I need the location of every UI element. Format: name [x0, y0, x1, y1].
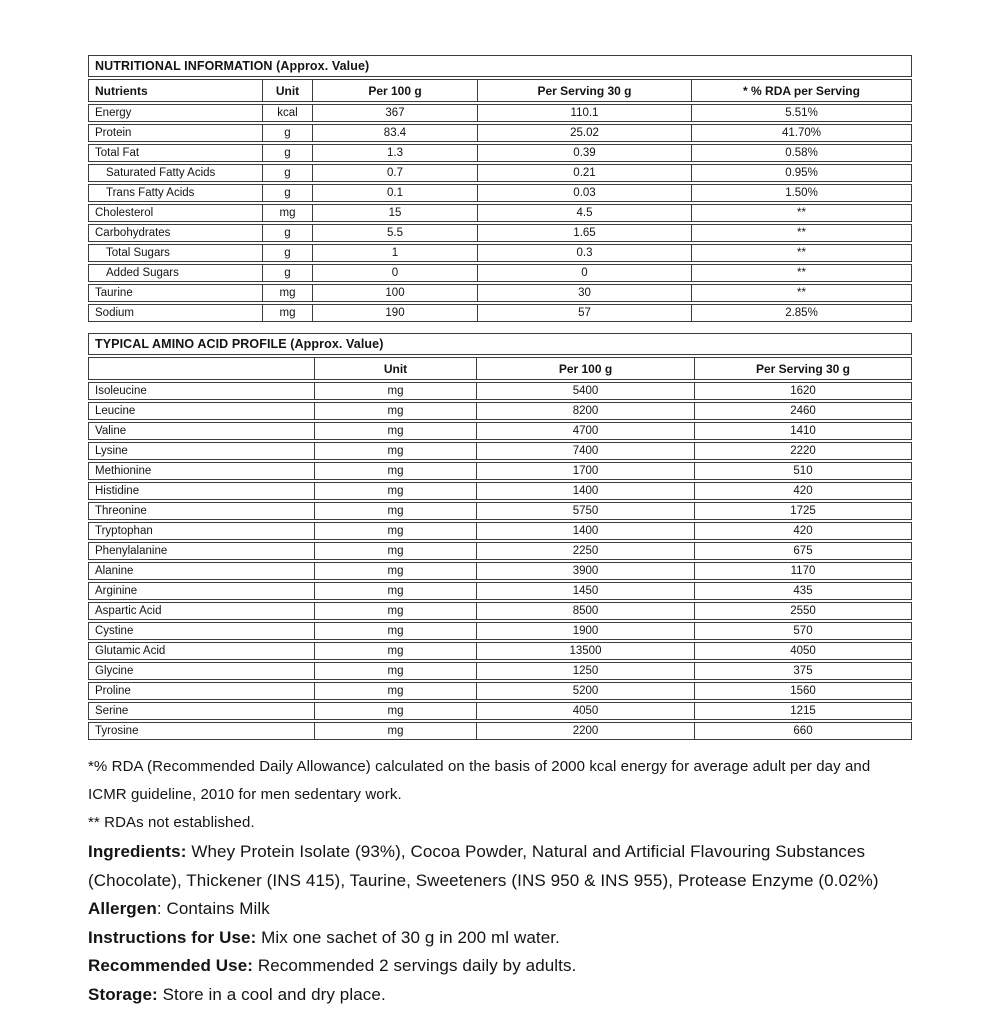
per-serving-cell: 0 — [478, 264, 692, 282]
info-line — [88, 952, 912, 981]
per-serving-cell: 420 — [695, 522, 912, 540]
nutrition-table-header — [88, 79, 912, 102]
unit-cell: g — [263, 164, 313, 182]
table-row — [88, 682, 912, 700]
table-row — [88, 224, 912, 242]
unit-cell: mg — [315, 382, 477, 400]
rda-percent-cell: ** — [692, 264, 912, 282]
unit-cell: g — [263, 244, 313, 262]
info-line-label: Ingredients: — [88, 842, 187, 861]
info-line-text: Store in a cool and dry place. — [158, 985, 386, 1004]
info-line-label: Storage: — [88, 985, 158, 1004]
unit-cell: mg — [263, 204, 313, 222]
rda-percent-cell: 0.58% — [692, 144, 912, 162]
per-serving-cell: 1.65 — [478, 224, 692, 242]
rda-percent-cell: ** — [692, 244, 912, 262]
footnote: *% RDA (Recommended Daily Allowance) calculated on the basis of 2000 kcal energy for average adult per day and ICMR guideline, 2010 for men sedentary work. — [88, 753, 912, 809]
unit-cell: kcal — [263, 104, 313, 122]
per-serving-cell: 660 — [695, 722, 912, 740]
nutrition-table-title: NUTRITIONAL INFORMATION (Approx. Value) — [88, 55, 912, 77]
table-row — [88, 184, 912, 202]
per-serving-cell: 2460 — [695, 402, 912, 420]
table-row — [88, 204, 912, 222]
info-line-label: Allergen — [88, 899, 157, 918]
per-100g-cell: 5400 — [477, 382, 695, 400]
per-100g-cell: 190 — [313, 304, 478, 322]
table-row — [88, 622, 912, 640]
unit-cell: mg — [315, 522, 477, 540]
amino-acid-name-cell: Lysine — [88, 442, 315, 460]
per-100g-cell: 15 — [313, 204, 478, 222]
per-serving-cell: 1170 — [695, 562, 912, 580]
amino-table-header — [88, 357, 912, 380]
per-100g-cell: 3900 — [477, 562, 695, 580]
table-row — [88, 462, 912, 480]
column-header: * % RDA per Serving — [692, 79, 912, 102]
per-100g-cell: 1900 — [477, 622, 695, 640]
per-serving-cell: 510 — [695, 462, 912, 480]
unit-cell: mg — [315, 602, 477, 620]
amino-acid-name-cell: Leucine — [88, 402, 315, 420]
info-line-label: Recommended Use: — [88, 956, 253, 975]
info-line-label: Instructions for Use: — [88, 928, 256, 947]
per-100g-cell: 0 — [313, 264, 478, 282]
rda-percent-cell: 5.51% — [692, 104, 912, 122]
info-line — [88, 838, 912, 895]
per-serving-cell: 675 — [695, 542, 912, 560]
unit-cell: mg — [315, 642, 477, 660]
rda-percent-cell: 2.85% — [692, 304, 912, 322]
table-row — [88, 284, 912, 302]
per-serving-cell: 1410 — [695, 422, 912, 440]
amino-acid-name-cell: Histidine — [88, 482, 315, 500]
amino-acid-table — [88, 355, 912, 742]
per-100g-cell: 0.7 — [313, 164, 478, 182]
amino-table-title: TYPICAL AMINO ACID PROFILE (Approx. Value) — [88, 333, 912, 355]
unit-cell: g — [263, 224, 313, 242]
unit-cell: mg — [315, 582, 477, 600]
table-row — [88, 124, 912, 142]
amino-acid-name-cell: Phenylalanine — [88, 542, 315, 560]
footnote: ** RDAs not established. — [88, 809, 912, 837]
table-row — [88, 642, 912, 660]
per-100g-cell: 1700 — [477, 462, 695, 480]
nutrition-table — [88, 77, 912, 324]
table-row — [88, 264, 912, 282]
unit-cell: mg — [315, 682, 477, 700]
nutrient-name-cell: Trans Fatty Acids — [88, 184, 263, 202]
unit-cell: mg — [315, 722, 477, 740]
nutrient-name-cell: Carbohydrates — [88, 224, 263, 242]
amino-acid-name-cell: Proline — [88, 682, 315, 700]
per-100g-cell: 4700 — [477, 422, 695, 440]
per-100g-cell: 8500 — [477, 602, 695, 620]
nutrient-name-cell: Total Sugars — [88, 244, 263, 262]
info-line-text: : Contains Milk — [157, 899, 270, 918]
column-header: Per Serving 30 g — [478, 79, 692, 102]
per-serving-cell: 570 — [695, 622, 912, 640]
info-line-text: Whey Protein Isolate (93%), Cocoa Powder, Natural and Artificial Flavouring Substances (Chocolate), Thickener (INS 415), Taurine, Sweeteners (INS 950 & INS 955), Protease Enzyme (0.02%) — [88, 842, 879, 890]
amino-acid-name-cell: Serine — [88, 702, 315, 720]
table-row — [88, 542, 912, 560]
amino-acid-name-cell: Cystine — [88, 622, 315, 640]
unit-cell: mg — [315, 562, 477, 580]
per-100g-cell: 5200 — [477, 682, 695, 700]
nutrient-name-cell: Protein — [88, 124, 263, 142]
column-header: Unit — [315, 357, 477, 380]
nutrient-name-cell: Saturated Fatty Acids — [88, 164, 263, 182]
per-100g-cell: 1450 — [477, 582, 695, 600]
nutrient-name-cell: Taurine — [88, 284, 263, 302]
per-100g-cell: 100 — [313, 284, 478, 302]
info-line — [88, 895, 912, 924]
amino-acid-name-cell: Threonine — [88, 502, 315, 520]
column-header: Per 100 g — [313, 79, 478, 102]
nutrient-name-cell: Energy — [88, 104, 263, 122]
column-header: Per 100 g — [477, 357, 695, 380]
per-serving-cell: 2550 — [695, 602, 912, 620]
per-100g-cell: 4050 — [477, 702, 695, 720]
per-100g-cell: 13500 — [477, 642, 695, 660]
per-100g-cell: 1.3 — [313, 144, 478, 162]
per-serving-cell: 1620 — [695, 382, 912, 400]
per-100g-cell: 367 — [313, 104, 478, 122]
column-header: Per Serving 30 g — [695, 357, 912, 380]
info-line-text: Mix one sachet of 30 g in 200 ml water. — [256, 928, 560, 947]
column-header — [88, 357, 315, 380]
table-row — [88, 442, 912, 460]
table-row — [88, 244, 912, 262]
rda-percent-cell: ** — [692, 204, 912, 222]
unit-cell: mg — [315, 422, 477, 440]
nutrient-name-cell: Cholesterol — [88, 204, 263, 222]
unit-cell: mg — [263, 284, 313, 302]
per-serving-cell: 0.39 — [478, 144, 692, 162]
header-row — [88, 357, 912, 380]
per-serving-cell: 57 — [478, 304, 692, 322]
nutrient-name-cell: Sodium — [88, 304, 263, 322]
unit-cell: g — [263, 264, 313, 282]
unit-cell: g — [263, 184, 313, 202]
rda-percent-cell: 41.70% — [692, 124, 912, 142]
nutrition-label — [88, 55, 912, 1009]
table-row — [88, 144, 912, 162]
amino-acid-name-cell: Arginine — [88, 582, 315, 600]
per-serving-cell: 0.21 — [478, 164, 692, 182]
per-100g-cell: 1400 — [477, 482, 695, 500]
unit-cell: mg — [315, 702, 477, 720]
unit-cell: mg — [315, 402, 477, 420]
nutritional-information-section — [88, 55, 912, 324]
amino-acid-name-cell: Glycine — [88, 662, 315, 680]
column-header: Nutrients — [88, 79, 263, 102]
per-100g-cell: 5750 — [477, 502, 695, 520]
per-100g-cell: 2250 — [477, 542, 695, 560]
per-100g-cell: 7400 — [477, 442, 695, 460]
table-row — [88, 382, 912, 400]
unit-cell: mg — [315, 482, 477, 500]
per-serving-cell: 1725 — [695, 502, 912, 520]
amino-acid-name-cell: Valine — [88, 422, 315, 440]
table-row — [88, 562, 912, 580]
header-row — [88, 79, 912, 102]
per-100g-cell: 1400 — [477, 522, 695, 540]
amino-acid-name-cell: Alanine — [88, 562, 315, 580]
per-100g-cell: 83.4 — [313, 124, 478, 142]
table-row — [88, 104, 912, 122]
amino-acid-name-cell: Isoleucine — [88, 382, 315, 400]
per-100g-cell: 1 — [313, 244, 478, 262]
info-line-text: Recommended 2 servings daily by adults. — [253, 956, 576, 975]
product-info-lines — [88, 838, 912, 1009]
per-serving-cell: 25.02 — [478, 124, 692, 142]
column-header: Unit — [263, 79, 313, 102]
unit-cell: mg — [315, 662, 477, 680]
per-100g-cell: 0.1 — [313, 184, 478, 202]
per-serving-cell: 1215 — [695, 702, 912, 720]
table-row — [88, 582, 912, 600]
per-serving-cell: 4050 — [695, 642, 912, 660]
unit-cell: mg — [315, 442, 477, 460]
per-100g-cell: 2200 — [477, 722, 695, 740]
per-serving-cell: 110.1 — [478, 104, 692, 122]
per-serving-cell: 420 — [695, 482, 912, 500]
per-100g-cell: 5.5 — [313, 224, 478, 242]
table-row — [88, 722, 912, 740]
per-100g-cell: 8200 — [477, 402, 695, 420]
per-serving-cell: 0.03 — [478, 184, 692, 202]
nutrition-table-body — [88, 104, 912, 322]
per-serving-cell: 30 — [478, 284, 692, 302]
unit-cell: g — [263, 124, 313, 142]
amino-acid-name-cell: Tryptophan — [88, 522, 315, 540]
table-row — [88, 402, 912, 420]
per-serving-cell: 4.5 — [478, 204, 692, 222]
table-row — [88, 164, 912, 182]
rda-percent-cell: 0.95% — [692, 164, 912, 182]
table-row — [88, 304, 912, 322]
nutrient-name-cell: Total Fat — [88, 144, 263, 162]
amino-acid-profile-section — [88, 333, 912, 742]
table-row — [88, 522, 912, 540]
unit-cell: mg — [315, 502, 477, 520]
rda-footnotes — [88, 753, 912, 837]
per-serving-cell: 2220 — [695, 442, 912, 460]
unit-cell: mg — [315, 462, 477, 480]
per-serving-cell: 435 — [695, 582, 912, 600]
amino-table-body — [88, 382, 912, 740]
per-serving-cell: 1560 — [695, 682, 912, 700]
unit-cell: mg — [315, 622, 477, 640]
rda-percent-cell: ** — [692, 284, 912, 302]
amino-acid-name-cell: Aspartic Acid — [88, 602, 315, 620]
table-row — [88, 502, 912, 520]
amino-acid-name-cell: Tyrosine — [88, 722, 315, 740]
table-row — [88, 602, 912, 620]
table-row — [88, 482, 912, 500]
table-row — [88, 422, 912, 440]
rda-percent-cell: 1.50% — [692, 184, 912, 202]
per-serving-cell: 0.3 — [478, 244, 692, 262]
table-row — [88, 702, 912, 720]
unit-cell: mg — [263, 304, 313, 322]
unit-cell: g — [263, 144, 313, 162]
nutrient-name-cell: Added Sugars — [88, 264, 263, 282]
per-serving-cell: 375 — [695, 662, 912, 680]
info-line — [88, 924, 912, 953]
info-line — [88, 981, 912, 1009]
per-100g-cell: 1250 — [477, 662, 695, 680]
table-row — [88, 662, 912, 680]
rda-percent-cell: ** — [692, 224, 912, 242]
amino-acid-name-cell: Methionine — [88, 462, 315, 480]
amino-acid-name-cell: Glutamic Acid — [88, 642, 315, 660]
unit-cell: mg — [315, 542, 477, 560]
